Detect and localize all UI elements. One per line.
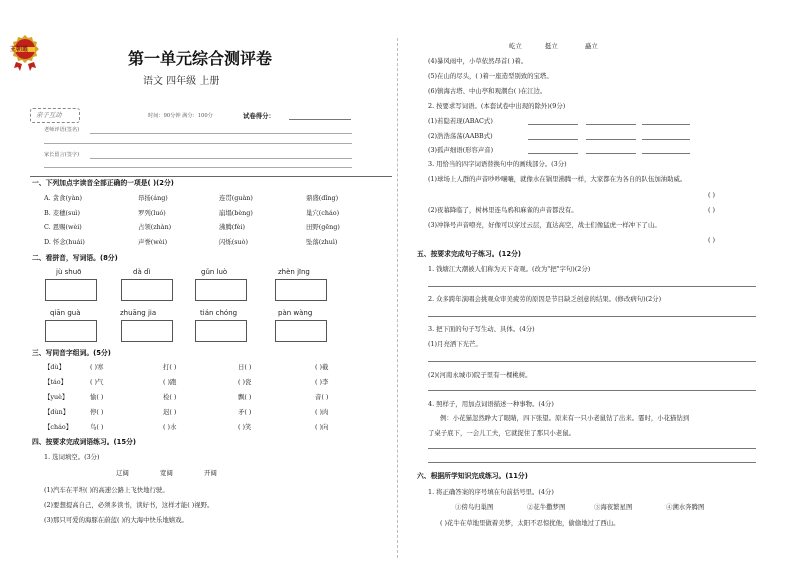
s3-row-4-a[interactable]: 停( )	[90, 408, 104, 416]
pinyin-label: jù shuō	[56, 268, 82, 276]
parent-comment-line-2[interactable]	[44, 167, 352, 168]
score-line	[289, 119, 351, 120]
s5-q4: 4. 照样子，用加点词语描述一种事物。(4分)	[428, 400, 554, 408]
section-2-title: 二、看拼音，写词语。(8分)	[32, 254, 118, 262]
section-divider	[30, 176, 392, 177]
r-q2-line-3: (3)孤声细语(形容声音)	[428, 146, 494, 154]
s6-q1: 1. 将正确答案的序号填在句前括号里。(4分)	[428, 488, 554, 496]
r-q3-line-2: (2)夜幕降临了，树林里连鸟鸦和麻雀的声音都没有。	[428, 206, 578, 214]
pinyin-label: pàn wàng	[278, 309, 313, 317]
answer-line[interactable]	[642, 139, 690, 140]
pinyin-label: zhuāng jia	[120, 309, 157, 317]
s1-a-2: 昂扬(áng)	[138, 194, 168, 202]
s6-option-2: ②花牛撒梦图	[527, 503, 566, 511]
answer-line[interactable]	[428, 462, 756, 463]
answer-line[interactable]	[586, 139, 636, 140]
r-q2-line-2: (2)浩浩荡荡(AABB式)	[428, 132, 493, 140]
s3-row-4-b[interactable]: 迟( )	[163, 408, 177, 416]
score-label: 试卷得分：	[243, 112, 275, 120]
s1-c-3: 沸腾(fèi)	[219, 223, 245, 231]
answer-line[interactable]	[428, 448, 756, 449]
s1-d-3: 闪烁(suò)	[219, 238, 249, 246]
teacher-comment-label: 老师评语(签名)	[44, 127, 80, 133]
s1-c-1: C. 恩赐(wèi)	[44, 223, 82, 231]
s3-row-2-b[interactable]: ( )跑	[163, 378, 177, 386]
pinyin-label: gǔn luò	[201, 268, 228, 276]
s3-row-2-c[interactable]: ( )瓷	[238, 378, 252, 386]
s3-row-1-c[interactable]: 日( )	[238, 363, 252, 371]
exam-meta: 时间：90分钟 满分：100分	[148, 113, 213, 119]
s5-q3: 3. 把下面的句子写生动、具体。(4分)	[428, 325, 535, 333]
s1-b-1: B. 麦穗(suì)	[44, 209, 80, 217]
r-option-3: 矗立	[585, 42, 598, 50]
section-4-title: 四、按要求完成词语练习。(15分)	[32, 438, 137, 446]
column-divider	[397, 38, 398, 558]
s6-option-4: ④溯水奔腾图	[666, 503, 705, 511]
answer-line[interactable]	[428, 316, 756, 317]
r-q3: 3. 用恰当的四字词语替换句中的画线部分。(3分)	[428, 160, 567, 168]
s3-row-2-key: 【táo】	[44, 378, 68, 386]
r-q3-paren-1[interactable]: ( )	[708, 191, 716, 199]
teacher-comment-line[interactable]	[90, 133, 352, 134]
s1-d-4: 坠落(zhuì)	[306, 238, 338, 246]
section-5-title: 五、按要求完成句子练习。(12分)	[417, 250, 522, 258]
s4-line-2[interactable]: (2)要想提高自己，必须多读书，读好书，这样才能( )视野。	[44, 501, 214, 509]
s3-row-3-b[interactable]: 检( )	[163, 393, 177, 401]
r-q3-line-3: (3)冲锋号声音嘹亮，好像可以穿过云层，直达高空，战士们像猛虎一样冲下了山。	[428, 221, 661, 229]
s3-row-3-key: 【yuè】	[44, 393, 69, 401]
s3-row-4-d[interactable]: ( )肉	[315, 408, 329, 416]
s1-a-4: 鼎盛(dǐng)	[306, 194, 339, 202]
s3-row-4-c[interactable]: 矛( )	[238, 408, 252, 416]
s3-row-2-a[interactable]: ( )气	[90, 378, 104, 386]
r-option-1: 屹立	[509, 42, 522, 50]
s4-option-1: 辽阔	[116, 469, 129, 477]
answer-line[interactable]	[428, 286, 756, 287]
s1-c-4: 田野(gēng)	[306, 223, 340, 231]
teacher-comment-line-2[interactable]	[44, 143, 352, 144]
s3-row-2-d[interactable]: ( )李	[315, 378, 329, 386]
s1-b-4: 巢穴(cháo)	[306, 209, 340, 217]
r-q3-paren-3[interactable]: ( )	[708, 236, 716, 244]
s5-example-2: 了桌子底下，一会儿工夫，它就捉住了那只小老鼠。	[428, 429, 575, 437]
s4-q1: 1. 选词填空。(3分)	[44, 453, 100, 461]
parent-comment-line[interactable]	[90, 158, 352, 159]
section-1-title: 一、下列加点字读音全部正确的一项是( )(2分)	[32, 179, 174, 187]
s6-last-line[interactable]: ( )花牛在草地里做着美梦，太阳不忍惊扰他，偷偷地过了西山。	[440, 519, 620, 527]
pinyin-label: dà dì	[133, 268, 151, 276]
s1-b-2: 罗列(luó)	[138, 209, 166, 217]
s3-row-5-key: 【cháo】	[44, 423, 73, 431]
r-q3-line-1: (1)球场上人群的声音吵吵嚷嚷，就像水在锅里沸腾一样，大家都在为各自的队伍加油助威。	[428, 175, 687, 183]
page-subtitle: 语文 四年级 上册	[143, 76, 220, 87]
s3-row-3-c[interactable]: 飘( )	[238, 393, 252, 401]
answer-line[interactable]	[528, 124, 578, 125]
answer-line[interactable]	[428, 390, 756, 391]
interaction-badge	[30, 108, 80, 123]
r-s4-line-5[interactable]: (5)在山的尽头，( )着一座造型别致的宝塔。	[428, 72, 553, 80]
s3-row-5-c[interactable]: ( )笑	[238, 423, 252, 431]
s1-a-1: A. 贪食(yàn)	[44, 194, 82, 202]
section-3-title: 三、写同音字组词。(5分)	[32, 349, 111, 357]
s3-row-4-key: 【dùn】	[44, 408, 70, 416]
writing-grid-row-1[interactable]	[45, 279, 375, 301]
s1-d-2: 声誉(wèi)	[138, 238, 168, 246]
interaction-badge-label: 亲子互动	[36, 111, 62, 119]
s5-example-1: 例：小花猫忽然睁大了眼睛，四下张望。原来有一只小老鼠钻了出来。霎时，小花猫钻到	[440, 414, 690, 422]
answer-line[interactable]	[642, 153, 690, 154]
answer-line[interactable]	[586, 153, 636, 154]
s3-row-3-d[interactable]: 音( )	[315, 393, 329, 401]
s3-row-1-d[interactable]: ( )截	[315, 363, 329, 371]
s3-row-5-d[interactable]: ( )向	[315, 423, 329, 431]
parent-comment-label: 家长留言(签字)	[44, 152, 80, 158]
writing-grid-row-2[interactable]	[45, 320, 375, 342]
s3-row-1-a[interactable]: ( )寒	[90, 363, 104, 371]
s1-b-3: 崩塌(bèng)	[219, 209, 253, 217]
s3-row-3-a[interactable]: 愉( )	[90, 393, 104, 401]
s6-option-1: ①傍鸟归巢图	[455, 503, 494, 511]
r-q3-paren-2[interactable]: ( )	[708, 206, 716, 214]
s4-line-1[interactable]: (1)汽车在平坦( )的高速公路上飞快地行驶。	[44, 486, 169, 494]
pinyin-label: zhèn jīng	[278, 268, 310, 276]
answer-line[interactable]	[528, 139, 578, 140]
pinyin-label: qiān guà	[50, 309, 81, 317]
s4-line-3[interactable]: (3)那只可爱的海豚在蔚蓝( )的大海中快乐地嬉戏。	[44, 516, 188, 524]
r-q2-line-1: (1)若隐若现(ABAC式)	[428, 117, 493, 125]
s3-row-5-b[interactable]: ( )水	[163, 423, 177, 431]
s1-c-2: 占领(zhàn)	[138, 223, 172, 231]
s1-a-3: 连贯(guàn)	[219, 194, 253, 202]
r-s4-line-4[interactable]: (4)暴风雨中，小草依然昂首( )着。	[428, 57, 528, 65]
page-title: 第一单元综合测评卷	[128, 49, 273, 68]
s4-option-3: 开阔	[204, 469, 217, 477]
pinyin-label: tián chóng	[200, 309, 238, 317]
r-q2: 2. 按要求写词语。(本套试卷中出现的除外)(9分)	[428, 102, 566, 110]
s5-q3a: (1)月亮洒下光芒。	[428, 340, 482, 348]
s3-row-5-a[interactable]: 鸟( )	[90, 423, 104, 431]
s5-q3b: (2)(河南永城市)院子里有一棵桃树。	[428, 371, 532, 379]
s3-row-1-b[interactable]: 打( )	[163, 363, 177, 371]
section-6-title: 六、根据所学知识完成练习。(11分)	[417, 472, 528, 480]
answer-line[interactable]	[528, 153, 578, 154]
answer-line[interactable]	[428, 361, 756, 362]
s3-row-1-key: 【dù】	[44, 363, 65, 371]
r-s4-line-6[interactable]: (6)镇海古塔、中山亭和观潮台( )在江边。	[428, 87, 547, 95]
s5-q1: 1. 钱塘江大潮被人们称为天下奇观。(改为"把"字句)(2分)	[428, 265, 591, 273]
r-option-2: 挺立	[545, 42, 558, 50]
s4-option-2: 宽阔	[160, 469, 173, 477]
logo-text: 王朝霞	[10, 46, 29, 53]
s5-q2: 2. 众多跨年演唱会挑观众审美疲劳的原因是节目缺乏创意的结果。(修改病句)(2分)	[428, 295, 662, 303]
s1-d-1: D. 怀念(huái)	[44, 238, 85, 246]
s6-option-3: ③海夜繁星图	[594, 503, 633, 511]
answer-line[interactable]	[586, 124, 636, 125]
answer-line[interactable]	[642, 124, 690, 125]
